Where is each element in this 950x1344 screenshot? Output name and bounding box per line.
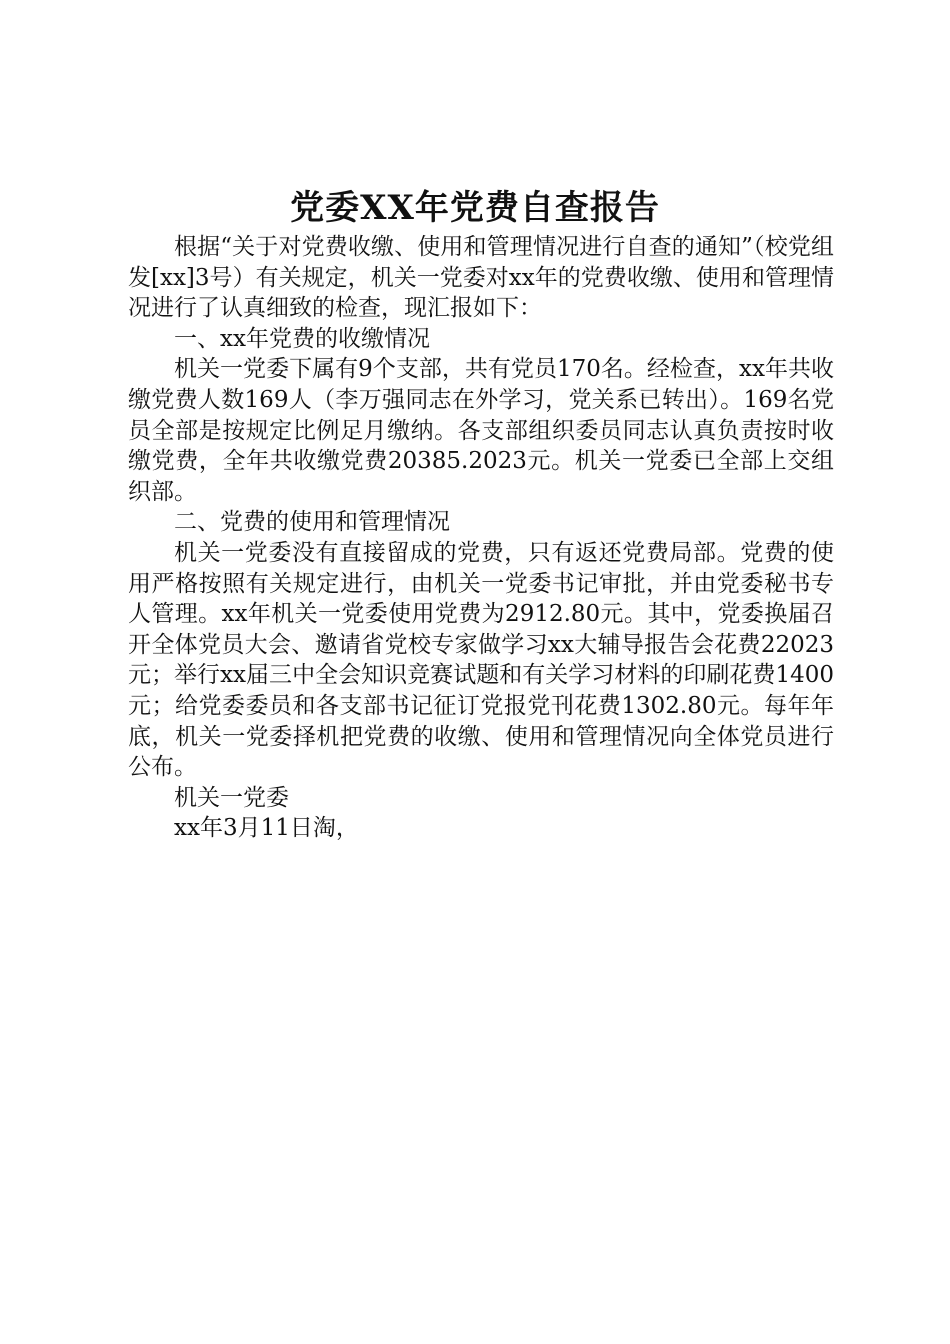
section-heading-usage: 二、党费的使用和管理情况 (174, 509, 450, 536)
intro-paragraph: 根据“关于对党费收缴、使用和管理情况进行自查的通知”（校党组发[xx]3号）有关规定，机关一党委对xx年的党费收缴、使用和管理情况进行了认真细致的检查，现汇报如下： (128, 234, 834, 322)
document-body (128, 232, 834, 844)
collection-paragraph: 机关一党委下属有9个支部，共有党员170名。经检查，xx年共收缴党费人数169人（李万强同志在外学习，党关系已转出）。169名党员全部是按规定比例足月缴纳。各支部组织委员同志认真负责按时收缴党费，全年共收缴党费20385.2023元。机关一党委已全部上交组织部。 (128, 356, 834, 505)
document-title: 党委XX年党费自查报告 (290, 188, 660, 228)
signature-date: xx年3月11日淘， (174, 815, 359, 842)
section-heading-collection: 一、xx年党费的收缴情况 (174, 325, 430, 352)
signature-organization: 机关一党委 (174, 784, 289, 811)
usage-paragraph: 机关一党委没有直接留成的党费，只有返还党费局部。党费的使用严格按照有关规定进行，由机关一党委书记审批，并由党委秘书专人管理。xx年机关一党委使用党费为2912.80元。其中，党委换届召开全体党员大会、邀请省党校专家做学习xx大辅导报告会花费22023元；举行xx届三中全会知识竞赛试题和有关学习材料的印刷花费1400元；给党委委员和各支部书记征订党报党刊花费1302.80元。每年年底，机关一党委择机把党费的收缴、使用和管理情况向全体党员进行公布。 (128, 539, 834, 781)
